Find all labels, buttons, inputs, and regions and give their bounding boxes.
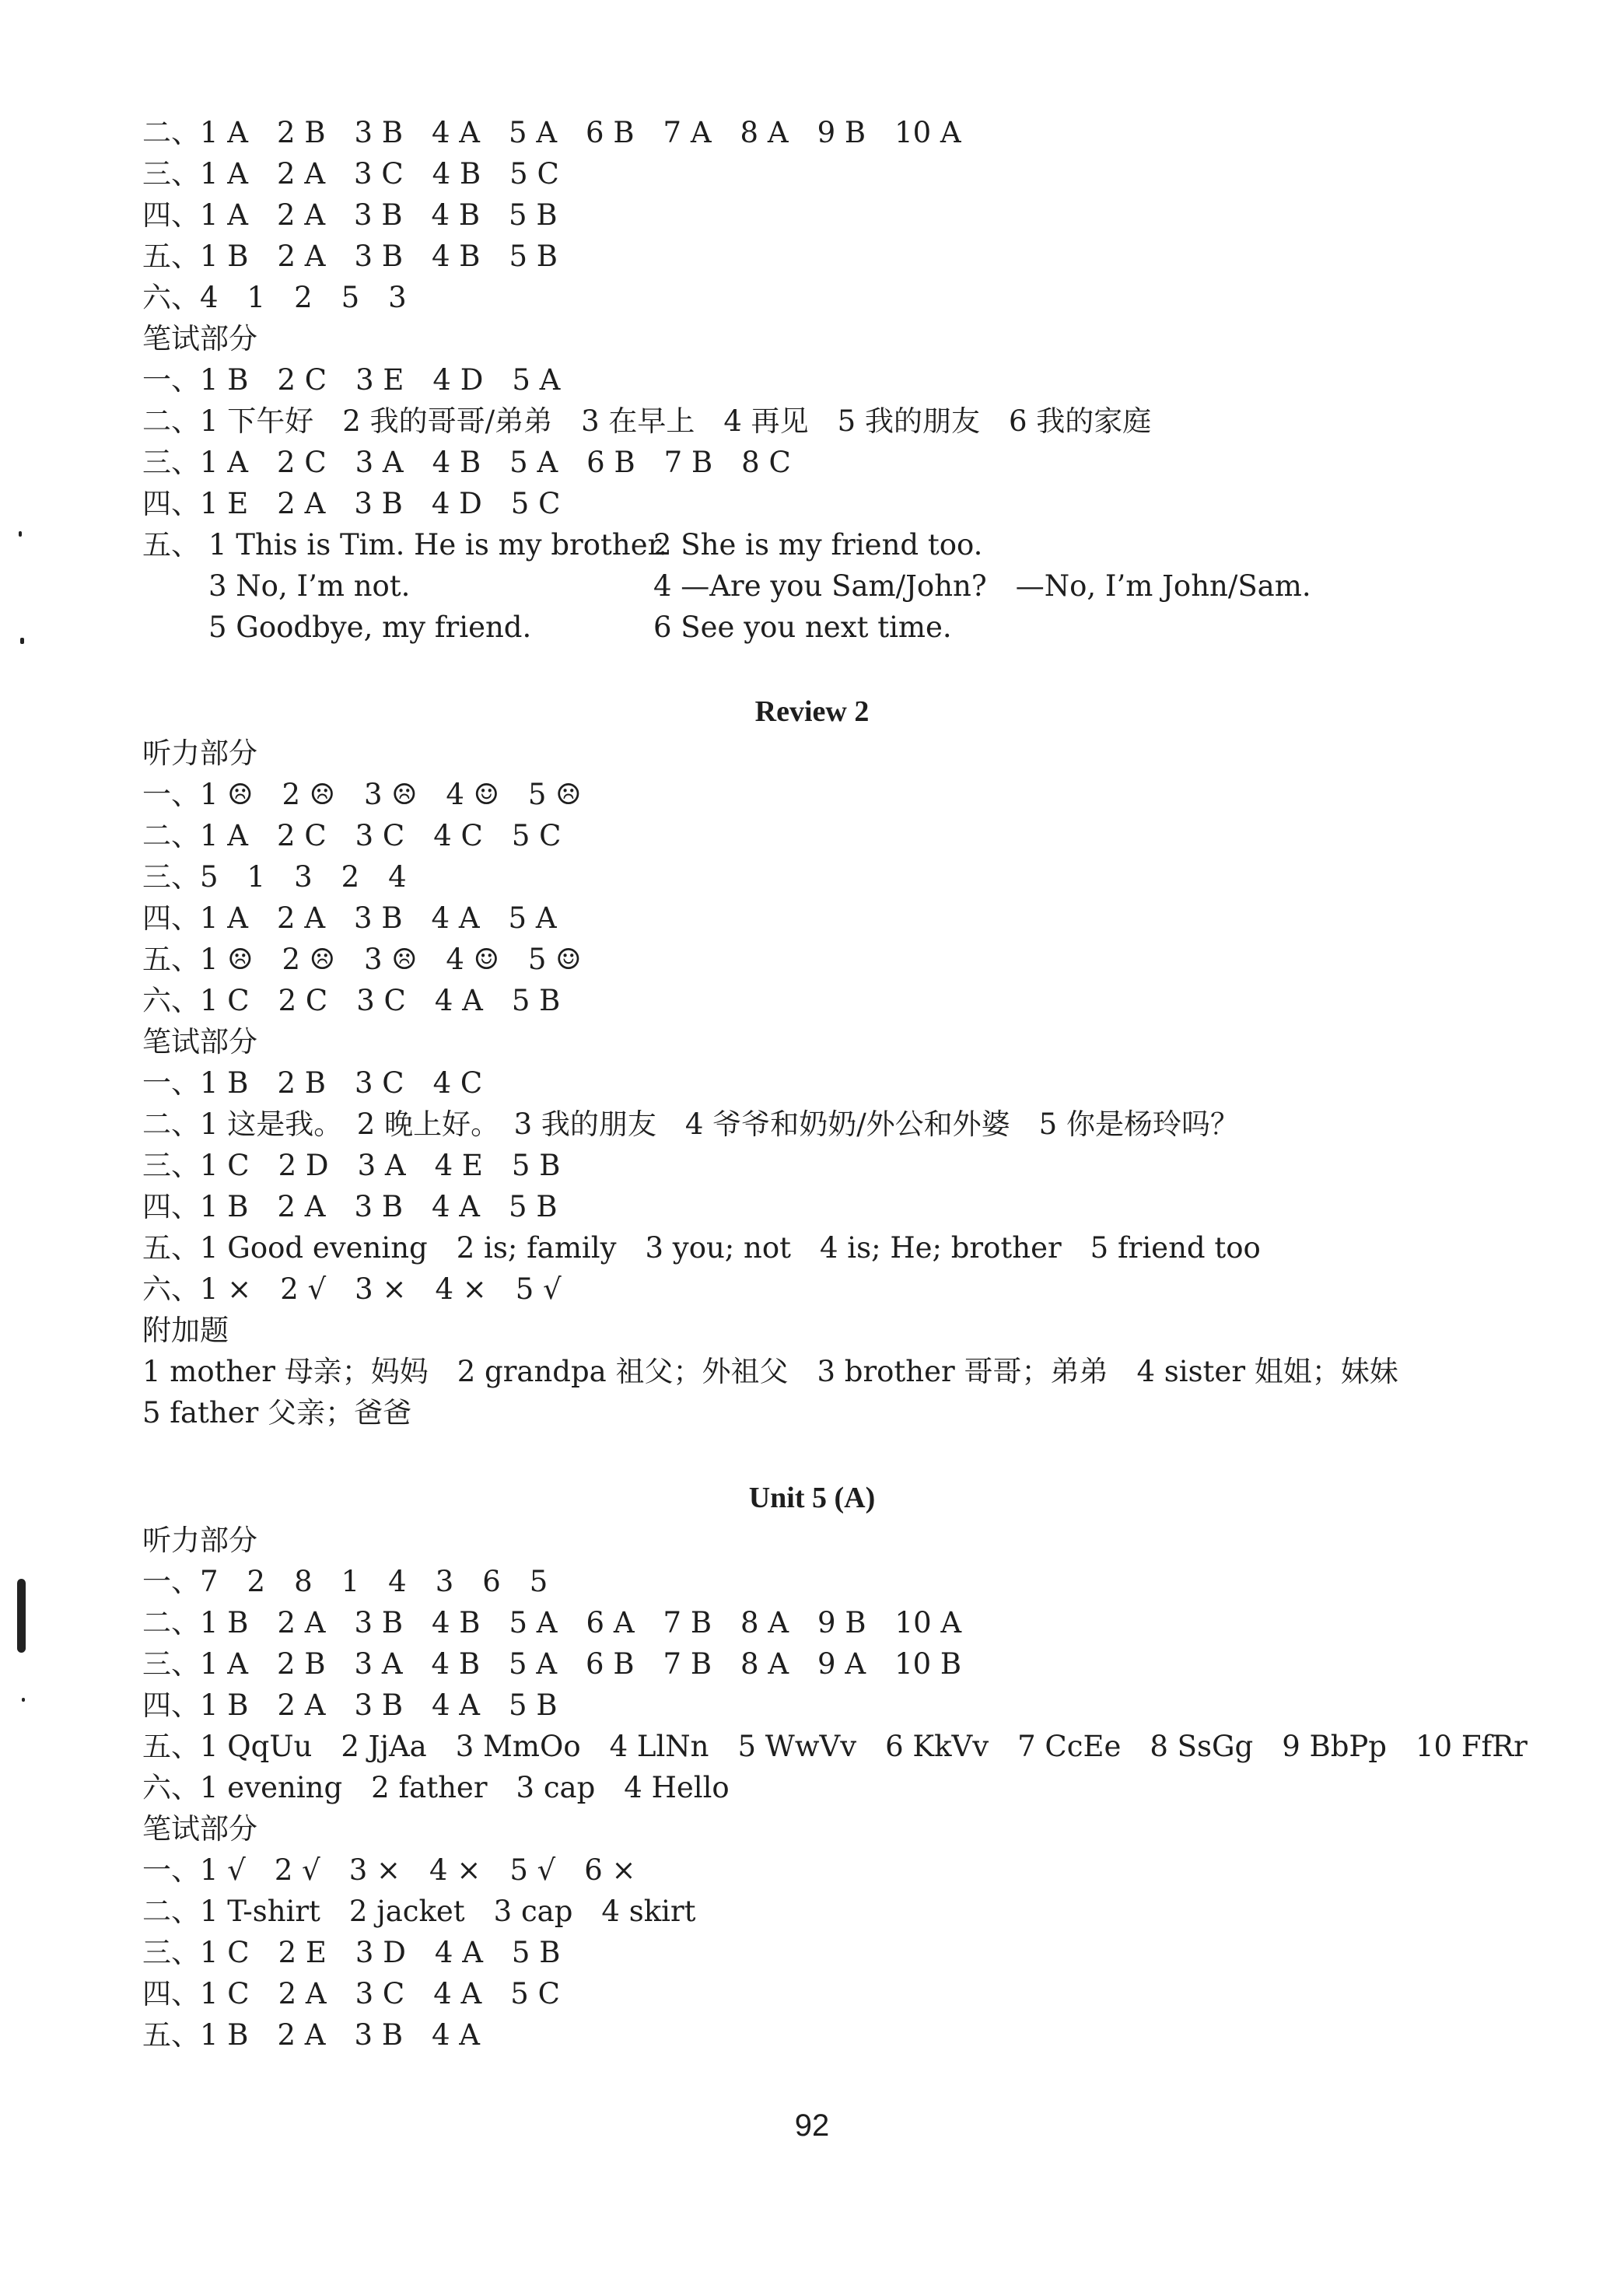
answer-item: 1 This is Tim. He is my brother. — [208, 528, 667, 562]
answer-line: 一、1 ☹ 2 ☹ 3 ☹ 4 ☺ 5 ☹ — [142, 778, 582, 811]
answer-line: 四、1 B 2 A 3 B 4 A 5 B — [142, 1688, 558, 1722]
answer-line: 六、1 C 2 C 3 C 4 A 5 B — [142, 984, 561, 1017]
answer-line: 六、4 1 2 5 3 — [142, 281, 407, 314]
answer-item: 2 She is my friend too. — [653, 528, 983, 562]
answer-line: 五、1 Good evening 2 is; family 3 you; not 4 is; He; brother 5 friend too — [142, 1231, 1261, 1265]
scan-speck — [22, 1698, 25, 1702]
section-label-written: 笔试部分 — [142, 322, 257, 355]
answer-line: 三、5 1 3 2 4 — [142, 860, 407, 894]
answer-line: 三、1 A 2 C 3 A 4 B 5 A 6 B 7 B 8 C — [142, 446, 791, 479]
answer-line: 二、1 这是我。 2 晚上好。 3 我的朋友 4 爷爷和奶奶/外公和外婆 5 你是杨玲吗？ — [142, 1108, 1239, 1141]
answer-line: 一、1 √ 2 √ 3 × 4 × 5 √ 6 × — [142, 1853, 636, 1887]
answer-line: 四、1 E 2 A 3 B 4 D 5 C — [142, 487, 561, 520]
answer-line: 1 mother 母亲；妈妈 2 grandpa 祖父；外祖父 3 brother 哥哥；弟弟 4 sister 姐姐；妹妹 — [142, 1355, 1398, 1388]
answer-line: 一、7 2 8 1 4 3 6 5 — [142, 1565, 548, 1598]
answer-line: 四、1 B 2 A 3 B 4 A 5 B — [142, 1190, 558, 1223]
answer-line: 二、1 下午好 2 我的哥哥/弟弟 3 在早上 4 再见 5 我的朋友 6 我的家庭 — [142, 404, 1152, 438]
section-title-review-2: Review 2 — [754, 695, 870, 728]
answer-line: 一、1 B 2 B 3 C 4 C — [142, 1066, 483, 1100]
section-title-unit-5a: Unit 5 (A) — [748, 1482, 876, 1514]
section-label-written: 笔试部分 — [142, 1812, 257, 1846]
answer-line: 三、1 A 2 A 3 C 4 B 5 C — [142, 157, 559, 191]
answer-item: 5 Goodbye, my friend. — [208, 611, 532, 644]
answer-item: 4 —Are you Sam/John? —No, I’m John/Sam. — [653, 569, 1311, 603]
section-label-listening: 听力部分 — [142, 1524, 257, 1557]
answer-line: 一、1 B 2 C 3 E 4 D 5 A — [142, 363, 561, 397]
section-label-written: 笔试部分 — [142, 1025, 257, 1059]
answer-line: 六、1 evening 2 father 3 cap 4 Hello — [142, 1771, 730, 1804]
answer-line: 二、1 T-shirt 2 jacket 3 cap 4 skirt — [142, 1895, 696, 1928]
answer-line: 二、1 B 2 A 3 B 4 B 5 A 6 A 7 B 8 A 9 B 10 A — [142, 1606, 962, 1639]
scan-speck — [19, 531, 22, 537]
scan-speck — [20, 638, 24, 644]
answer-line: 5 father 父亲；爸爸 — [142, 1396, 412, 1429]
answer-line: 五、1 B 2 A 3 B 4 A — [142, 2018, 481, 2052]
page-number: 92 — [794, 2108, 830, 2143]
answer-line: 六、1 × 2 √ 3 × 4 × 5 √ — [142, 1272, 562, 1306]
question-label: 五、 — [142, 528, 200, 562]
answer-line: 四、1 C 2 A 3 C 4 A 5 C — [142, 1977, 560, 2010]
scan-mark — [17, 1579, 26, 1653]
answer-line: 二、1 A 2 C 3 C 4 C 5 C — [142, 819, 562, 852]
answer-line: 三、1 A 2 B 3 A 4 B 5 A 6 B 7 B 8 A 9 A 10 B — [142, 1647, 962, 1681]
answer-item: 3 No, I’m not. — [208, 569, 411, 603]
section-label-extra: 附加题 — [142, 1314, 229, 1347]
answer-line: 五、1 QqUu 2 JjAa 3 MmOo 4 LlNn 5 WwVv 6 KkVv 7 CcEe 8 SsGg 9 BbPp 10 FfRr — [142, 1730, 1528, 1763]
answer-item: 6 See you next time. — [653, 611, 952, 644]
answer-line: 二、1 A 2 B 3 B 4 A 5 A 6 B 7 A 8 A 9 B 10 A — [142, 116, 961, 149]
answer-line: 五、1 ☹ 2 ☹ 3 ☹ 4 ☺ 5 ☺ — [142, 943, 582, 976]
answer-line: 四、1 A 2 A 3 B 4 A 5 A — [142, 901, 557, 935]
answer-line: 三、1 C 2 E 3 D 4 A 5 B — [142, 1936, 561, 1969]
section-label-listening: 听力部分 — [142, 737, 257, 770]
answer-line: 四、1 A 2 A 3 B 4 B 5 B — [142, 198, 558, 232]
answer-line: 三、1 C 2 D 3 A 4 E 5 B — [142, 1149, 561, 1182]
answer-line: 五、1 B 2 A 3 B 4 B 5 B — [142, 240, 558, 273]
